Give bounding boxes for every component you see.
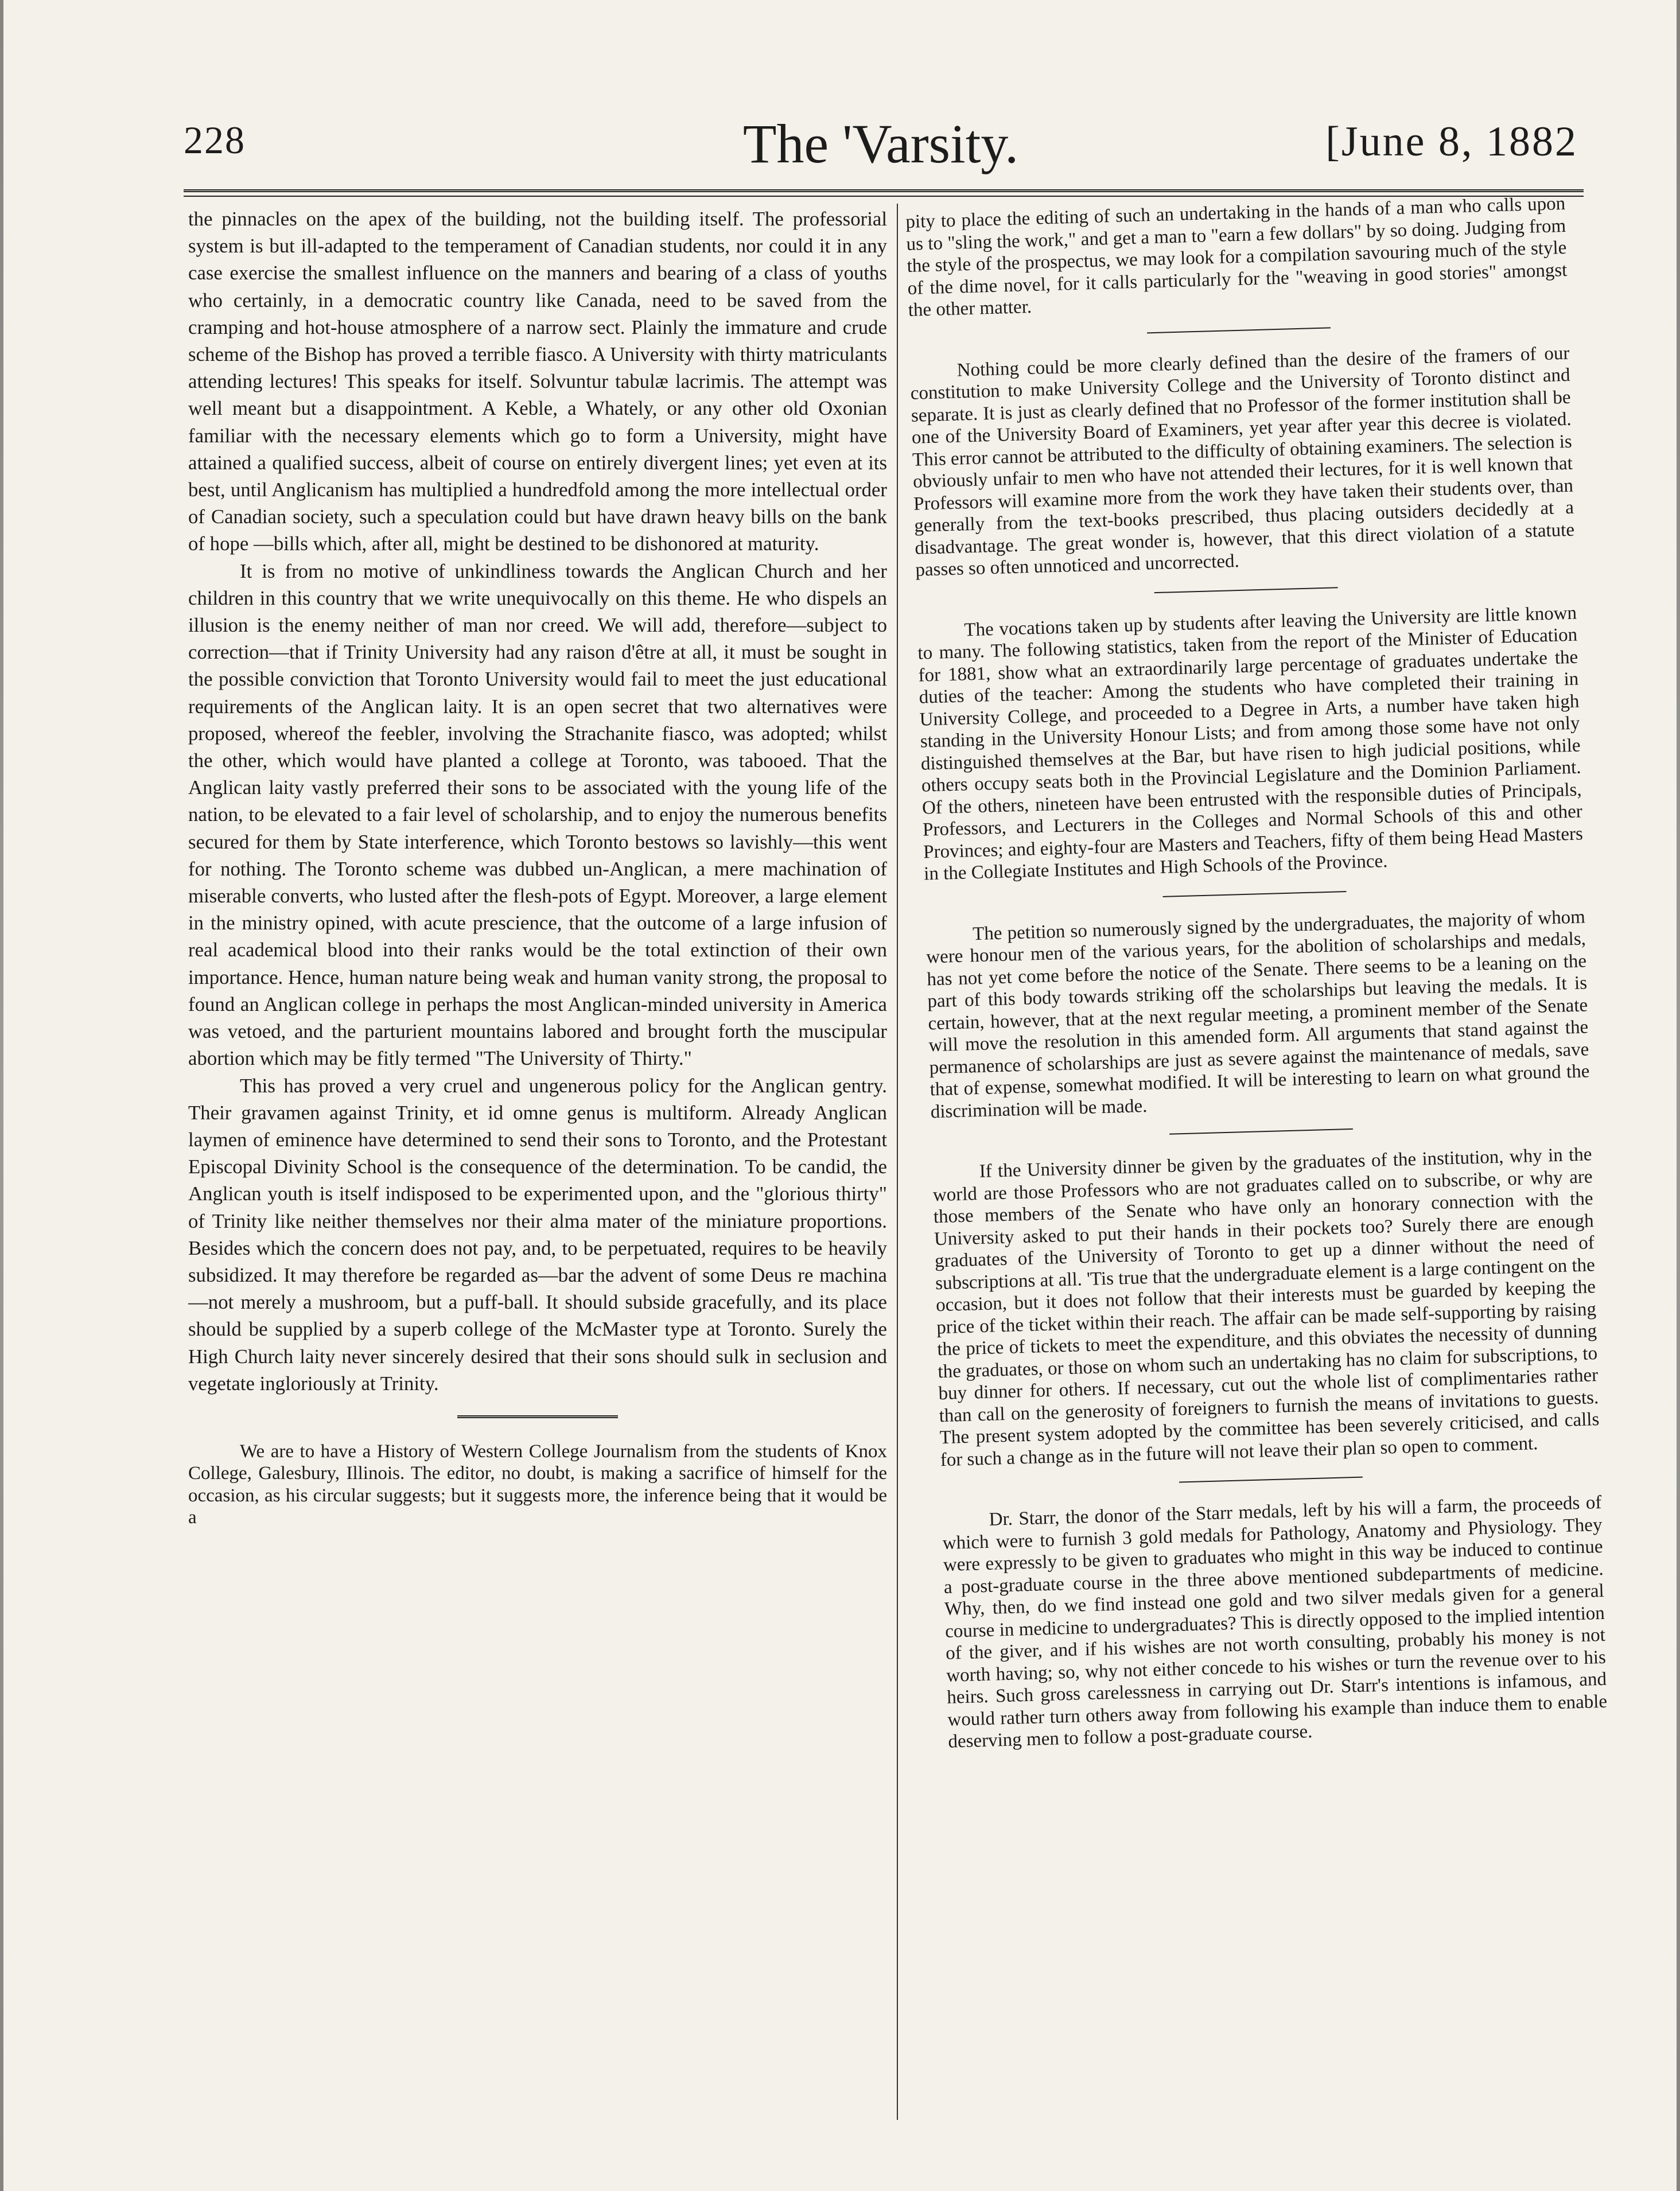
section-divider — [1147, 327, 1331, 333]
article-paragraph: This has proved a very cruel and ungenerous policy for the Anglican gentry. Their gravamen against Trinity, et id omne genus is multiform. Already Anglican laymen of eminence have determined to send their sons to Toronto, and the Protestant Episcopal Divinity School is the consequence of the determination. To be candid, the Anglican youth is itself indisposed to be experimented upon, and the "glorious thirty" of Trinity like neither themselves nor their alma mater of the miniature proportions. Besides which the concern does not pay, and, to be perpetuated, requires to be heavily subsidized. It may therefore be regarded as—bar the advent of some Deus re machina—not merely a mushroom, but a puff-ball. It should subside gracefully, and its place should be supplied by a superb college of the McMaster type at Toronto. Surely the High Church laity never sincerely desired that their sons should sulk in seclusion and vegetate ingloriously at Trinity. — [188, 1074, 887, 1395]
right-column — [905, 193, 1619, 2121]
left-edge-shadow — [0, 0, 3, 2191]
article-paragraph: We are to have a History of Western College Journalism from the students of Knox College, Galesbury, Illinois. The editor, no doubt, is making a sacrifice of himself for the occasion, as his circular suggests; but it suggests more, the inference being that it would be a — [188, 1441, 887, 1528]
section-divider — [1162, 891, 1346, 897]
section-divider — [1179, 1477, 1363, 1483]
article-paragraph: Dr. Starr, the donor of the Starr medals, left by his will a farm, the proceeds of which were to furnish 3 gold medals for Pathology, Anatomy and Physiology. They were expressly to be given to graduates who might in this way be induced to continue a post-graduate course in the three above mentioned subdepartments of medicine. Why, then, do we find instead one gold and two silver medals given for a general course in medicine to undergraduates? This is directly opposed to the implied intention of the giver, and if his wishes are not worth consulting, probably his money is not worth having; so, why not either concede to his wishes or turn the revenue over to his heirs. Such gross carelessness in carrying out Dr. Starr's intentions is infamous, and would rather turn others away from following his example than induce them to enable deserving men to follow a post-graduate course. — [942, 1492, 1608, 1752]
article-paragraph: The vocations taken up by students after leaving the University are little known to many. The following statistics, taken from the report of the Minister of Education for 1881, show what an extraordinarily large percentage of graduates undertake the duties of the teacher: Among the students who have completed their training in University College, and proceeded to a Degree in Arts, a number have taken high standing in the University Honour Lists; and from among those some have not only distinguished themselves at the Bar, but have risen to high judicial positions, while others occupy seats both in the Provincial Legislature and the Dominion Parliament. Of the others, nineteen have been entrusted with the responsible duties of Principals, Professors, and Lecturers in the Colleges and Normal Schools of this and other Provinces; and eighty-four are Masters and Teachers, fifty of them being Head Masters in the Collegiate Institutes and High Schools of the Province. — [917, 602, 1584, 885]
section-divider — [1154, 587, 1338, 593]
page-header — [184, 112, 1578, 181]
article-paragraph: The petition so numerously signed by the undergraduates, the majority of whom were honour men of the various years, for the abolition of scholarships and medals, has not yet come before the notice of the Senate. There seems to be a leaning on the part of this body towards striking off the scholarships but leaving the medals. It is certain, however, that at the next regular meeting, a prominent member of the Senate will move the resolution in this amended form. All arguments that stand against the permanence of scholarships are just as severe against the maintenance of medals, save that of expense, somewhat modified. It will be interesting to learn on what ground the discrimination will be made. — [925, 906, 1590, 1122]
column-divider — [897, 204, 898, 2120]
section-divider — [457, 1415, 618, 1421]
header-rule — [184, 189, 1584, 197]
article-paragraph: Nothing could be more clearly defined than the desire of the framers of our constitution to make University College and the University of Toronto distinct and separate. It is just as clearly defined that no Professor of the former institution shall be one of the University Board of Examiners, yet year after year this decree is violated. This error cannot be attributed to the difficulty of obtaining examiners. The selection is obviously unfair to men who have not attended their lectures, for it is well known that Professors will examine more from the work they have taken their students over, than generally from the text-books prescribed, thus placing outsiders decidedly at a disadvantage. The great wonder is, however, that this direct violation of a statute passes so often unnoticed and uncorrected. — [910, 343, 1575, 581]
issue-date: [June 8, 1882 — [1325, 118, 1578, 165]
article-paragraph: It is from no motive of unkindliness towards the Anglican Church and her children in this country that we write unequivocally on this theme. He who dispels an illusion is the enemy neither of man nor creed. We will add, therefore—subject to correction—that if Trinity University had any raison d'être at all, it must be sought in the possible conviction that Toronto University would fail to meet the just educational requirements of the Anglican laity. It is an open secret that two alternatives were proposed, whereof the feebler, involving the Strachanite fiasco, was adopted; whilst the other, which would have planted a college at Toronto, was tabooed. That the Anglican laity vastly preferred their sons to be associated with the young life of the nation, to be elevated to a fair level of scholarship, and to enjoy the numerous benefits secured for them by State interference, which Toronto bestows so lavishly—this went for nothing. The Toronto scheme was dubbed un-Anglican, a mere machination of miserable converts, who lusted after the flesh-pots of Egypt. Moreover, a large element in the ministry opined, with acute prescience, that the outcome of a large infusion of real academical blood into their ranks would be the total extinction of their own importance. Hence, human nature being weak and human vanity strong, the proposal to found an Anglican college in perhaps the most Anglican-minded university in America was vetoed, and the parturient mountains labored and brought forth the muscipular abortion which may be fitly termed "The University of Thirty." — [188, 559, 887, 1070]
article-paragraph: the pinnacles on the apex of the building, not the building itself. The professorial system is but ill-adapted to the temperament of Canadian students, nor could it in any case exercise the smallest influence on the manners and bearing of a class of youths who certainly, in a democratic country like Canada, need to be saved from the cramping and hot-house atmosphere of a narrow sect. Plainly the immature and crude scheme of the Bishop has proved a terrible fiasco. A University with thirty matriculants attending lectures! This speaks for itself. Solvuntur tabulæ lacrimis. The attempt was well meant but a disappointment. A Keble, a Whately, or any other old Oxonian familiar with the necessary elements which go to form a University, might have attained a qualified success, albeit of course on entirely divergent lines; yet even at its best, until Anglicanism has multiplied a hundredfold among the more intellectual order of Canadian society, such a speculation could but have drawn heavy bills on the bank of hope —bills which, after all, might be destined to be dishonored at maturity. — [188, 208, 887, 555]
left-column — [188, 205, 887, 2122]
article-paragraph: pity to place the editing of such an undertaking in the hands of a man who calls upon us to "sling the work," and get a man to "earn a few dollars" by so doing. Judging from the style of the prospectus, we may look for a compilation savouring much of the style of the dime novel, for it calls particularly for the "weaving in good stories" amongst the other matter. — [905, 193, 1568, 321]
masthead-title: The 'Varsity. — [742, 113, 1019, 174]
right-edge-shadow — [1677, 0, 1680, 2191]
section-divider — [1169, 1128, 1353, 1135]
page-number: 228 — [184, 118, 246, 162]
article-paragraph: If the University dinner be given by the graduates of the institution, why in the world are those Professors who are not graduates called on to subscribe, or why are those members of the Senate who have only an honorary connection with the University asked to put their hands in their pockets too? Surely there are enough graduates of the University of Toronto to get up a dinner without the need of subscriptions at all. 'Tis true that the undergraduate element is a large contingent on the occasion, but it does not follow that their interests must be guarded by keeping the price of the ticket within their reach. The affair can be made self-supporting by raising the price of tickets to meet the expenditure, and this obviates the necessity of dunning the graduates, or those on whom such an undertaking has no claim for subscriptions, to buy dinner for others. If necessary, cut out the whole list of complimentaries rather than call on the generosity of foreigners to furnish the means of invitations to guests. The present system adopted by the committee has been severely criticised, and calls for such a change as in the future will not leave their plan so open to comment. — [932, 1144, 1600, 1470]
